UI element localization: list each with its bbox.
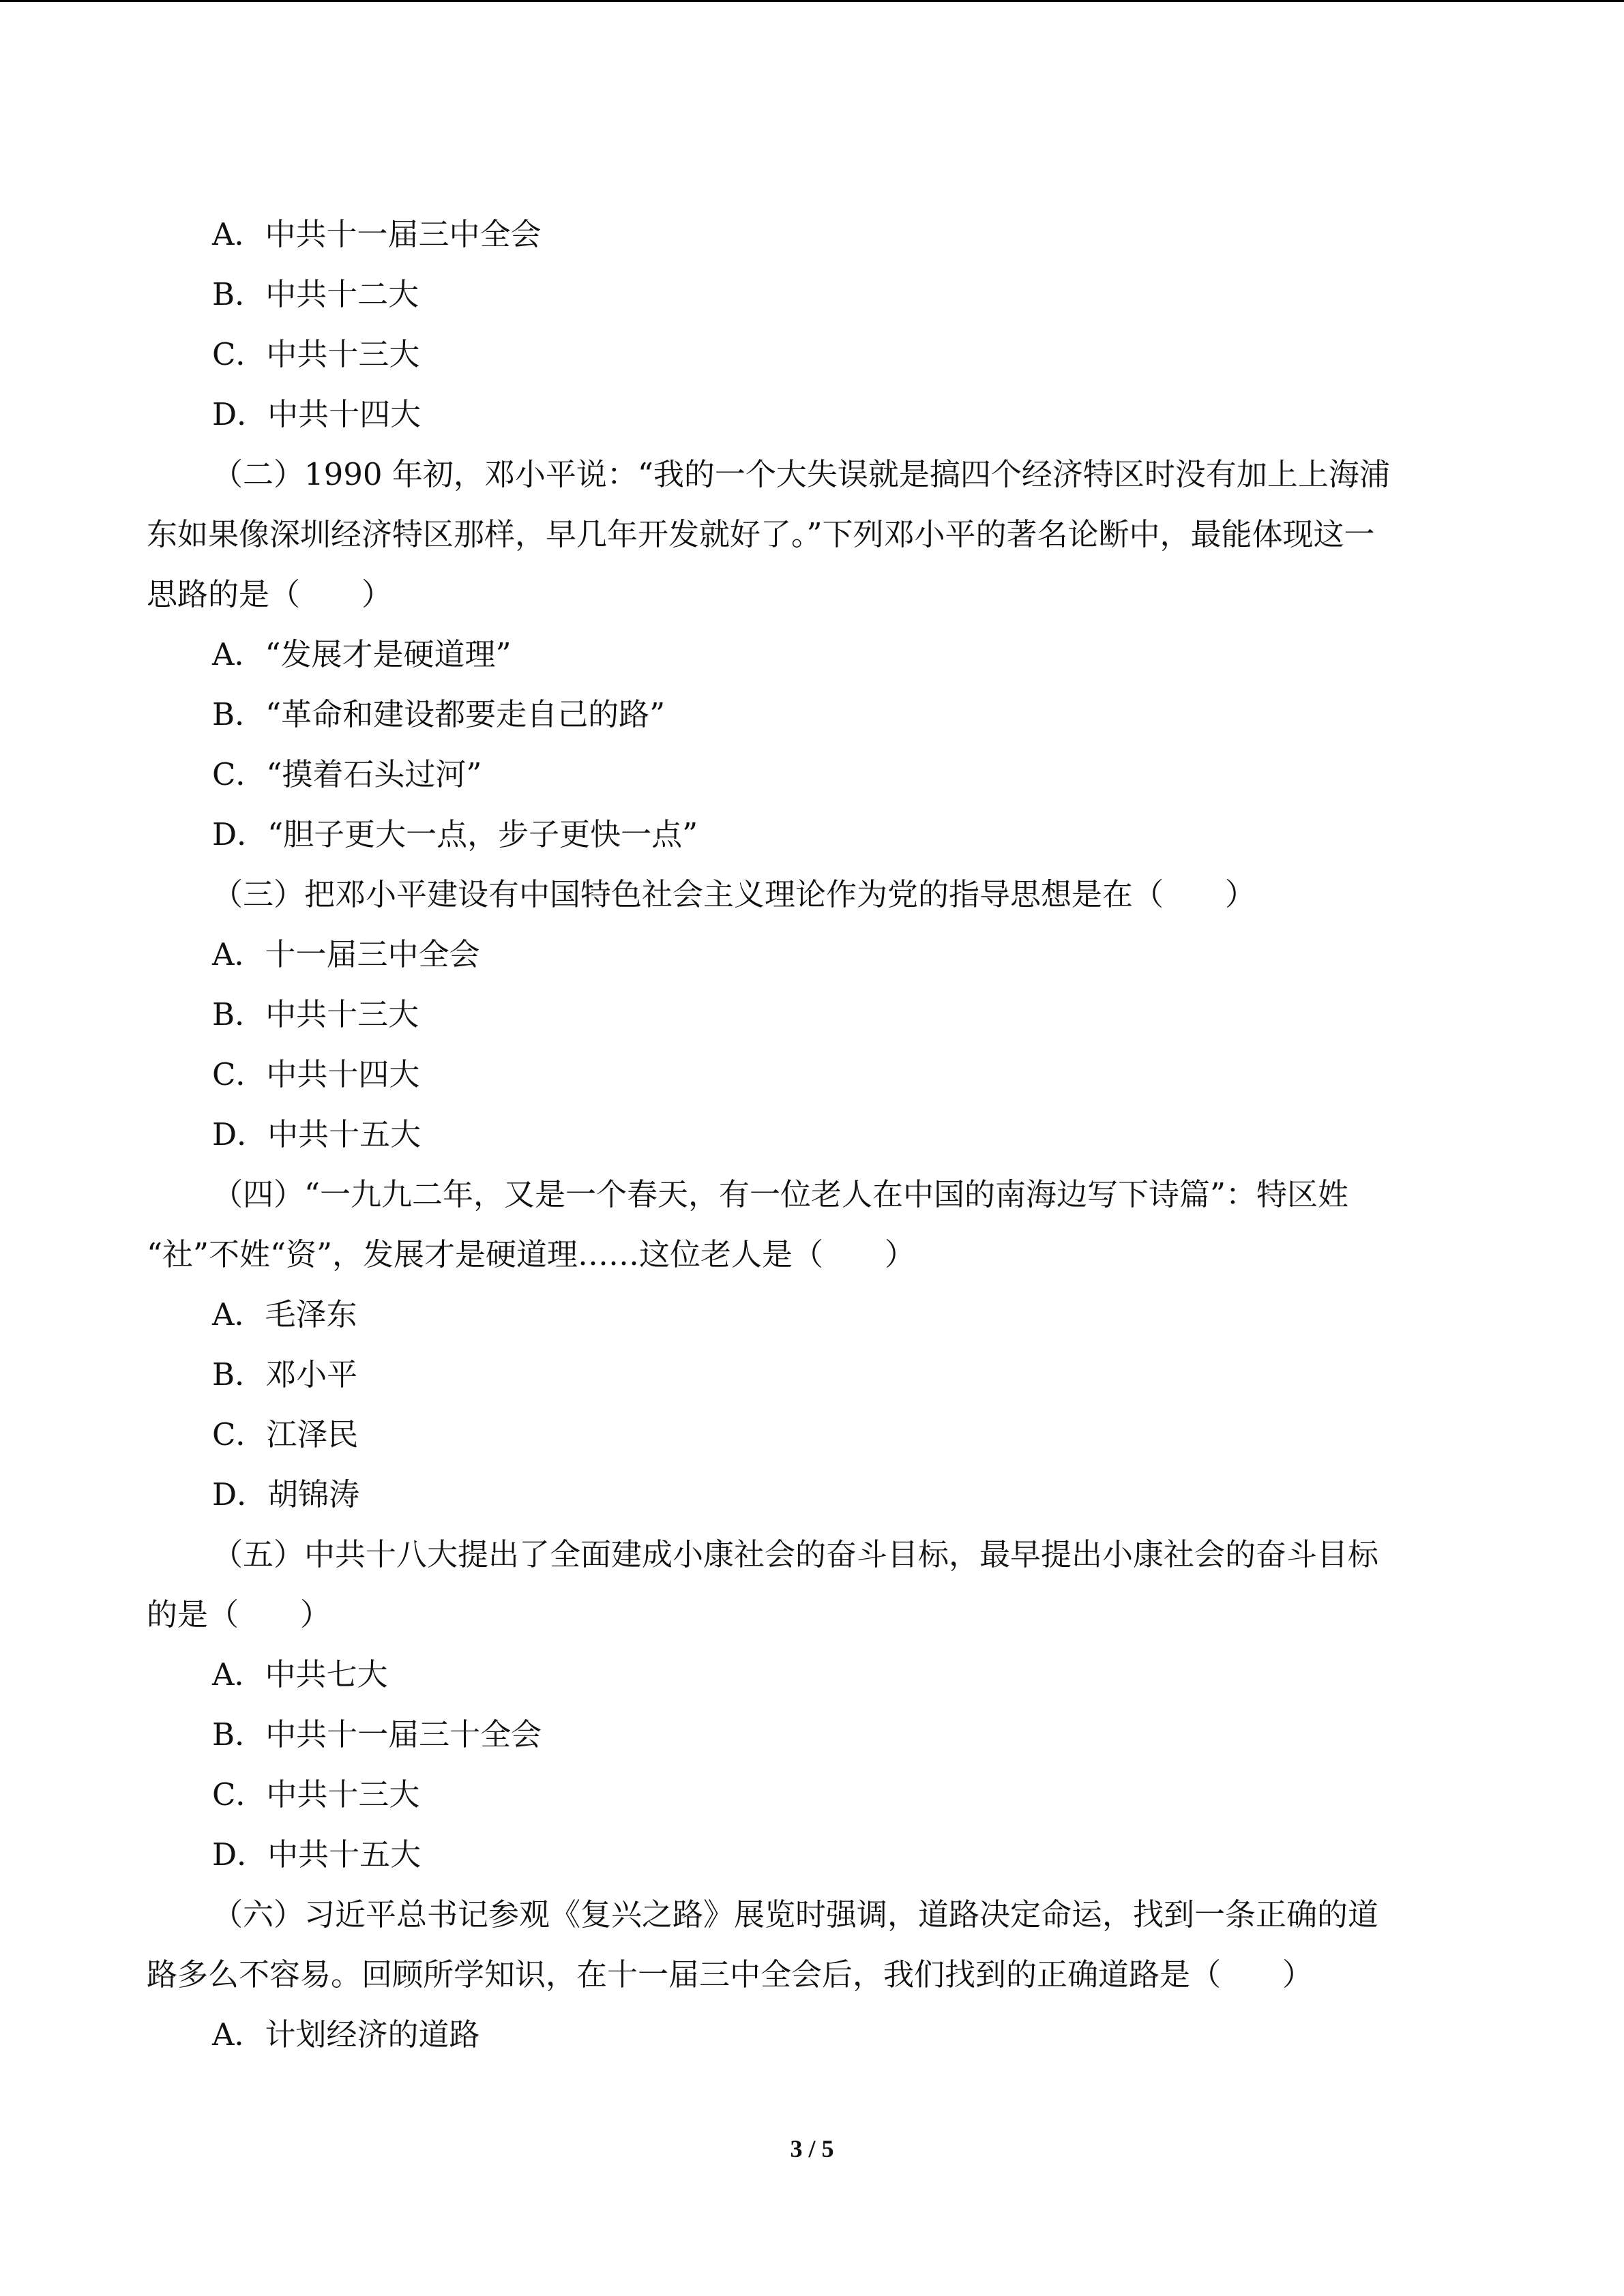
- option-line: A．中共十一届三中全会: [212, 216, 542, 252]
- option-line: D．胡锦涛: [212, 1476, 360, 1512]
- option-line: C．“摸着石头过河”: [212, 756, 482, 792]
- question-4-line-2: “社”不姓“资”，发展才是硬道理……这位老人是（ ）: [147, 1236, 916, 1272]
- option-line: D．中共十四大: [212, 396, 422, 432]
- document-body: [147, 205, 1483, 2065]
- option-line: B．中共十二大: [212, 276, 419, 312]
- question-3-line-1: （三）把邓小平建设有中国特色社会主义理论作为党的指导思想是在（ ）: [212, 876, 1256, 912]
- question-2-line-3: 思路的是（ ）: [147, 576, 393, 612]
- question-2-line-2: 东如果像深圳经济特区那样，早几年开发就好了。”下列邓小平的著名论断中，最能体现这一: [147, 516, 1375, 552]
- option-line: C．江泽民: [212, 1416, 359, 1452]
- option-line: B．中共十一届三十全会: [212, 1716, 542, 1753]
- option-line: A．毛泽东: [212, 1296, 357, 1332]
- question-4-line-1: （四）“一九九二年，又是一个春天，有一位老人在中国的南海边写下诗篇”：特区姓: [212, 1176, 1349, 1212]
- option-line: A．“发展才是硬道理”: [212, 636, 512, 672]
- option-line: D．中共十五大: [212, 1836, 422, 1873]
- question-6-line-1: （六）习近平总书记参观《复兴之路》展览时强调，道路决定命运，找到一条正确的道: [212, 1896, 1379, 1933]
- option-line: C．中共十三大: [212, 1776, 420, 1813]
- question-2-line-1: （二）1990 年初，邓小平说：“我的一个大失误就是搞四个经济特区时没有加上上海浦: [212, 456, 1390, 492]
- option-line: C．中共十三大: [212, 336, 420, 372]
- option-line: A．十一届三中全会: [212, 936, 480, 972]
- option-line: A．中共七大: [212, 1656, 388, 1693]
- option-line: D．“胆子更大一点，步子更快一点”: [212, 816, 698, 852]
- option-line: D．中共十五大: [212, 1116, 422, 1152]
- option-line: B．“革命和建设都要走自己的路”: [212, 696, 666, 732]
- option-line: B．中共十三大: [212, 996, 419, 1032]
- page-top-border: [0, 0, 1624, 2]
- option-line: C．中共十四大: [212, 1056, 420, 1092]
- question-5-line-1: （五）中共十八大提出了全面建成小康社会的奋斗目标，最早提出小康社会的奋斗目标: [212, 1536, 1379, 1572]
- question-6-line-2: 路多么不容易。回顾所学知识，在十一届三中全会后，我们找到的正确道路是（ ）: [147, 1956, 1314, 1993]
- page-number: 3 / 5: [790, 2135, 834, 2162]
- option-line: A．计划经济的道路: [212, 2016, 480, 2053]
- question-5-line-2: 的是（ ）: [147, 1596, 331, 1632]
- option-line: B．邓小平: [212, 1356, 358, 1392]
